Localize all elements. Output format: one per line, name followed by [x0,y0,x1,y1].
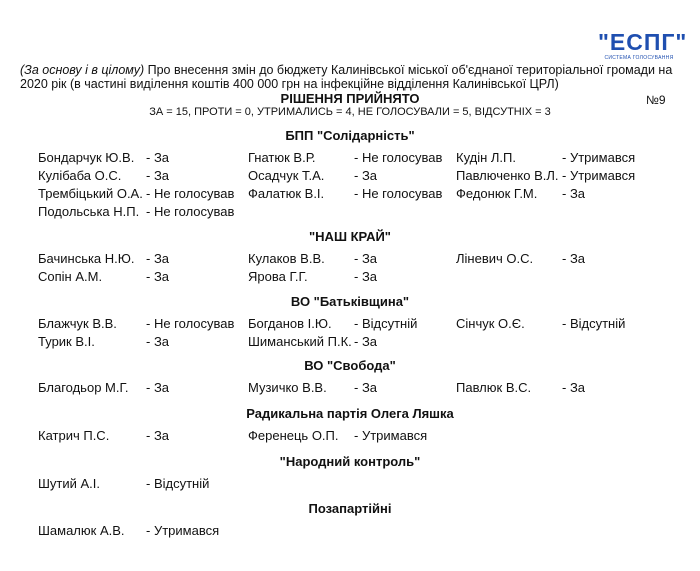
faction-title: ВО "Свобода" [304,358,396,373]
deputy-name: Бондарчук Ю.В. [38,150,135,165]
deputy-row [0,316,700,332]
deputy-name: Шамалюк А.В. [38,523,125,538]
deputy-vote: - За [354,380,378,395]
deputy-name: Подольська Н.П. [38,204,140,219]
deputy-name: Ярова Г.Г. [248,269,308,284]
deputy-vote: - Не голосував [146,204,235,219]
deputy-vote: - За [146,269,170,284]
deputy-vote: - За [146,150,170,165]
deputy-vote: - За [146,380,170,395]
deputy-row [0,150,700,166]
deputy-name: Гнатюк В.Р. [248,150,316,165]
deputy-name: Музичко В.В. [248,380,327,395]
logo-title: "ЕСПГ" [598,29,688,55]
deputy-row [0,380,700,396]
deputy-vote: - За [354,269,378,284]
deputy-vote: - Відсутній [562,316,626,331]
session-subject [20,63,682,91]
vote-number: №9 [646,93,666,107]
deputy-vote: - Відсутній [146,476,210,491]
deputy-vote: - Не голосував [146,316,235,331]
deputy-row [0,186,700,202]
deputy-vote: - Не голосував [354,186,443,201]
deputy-row [0,476,700,492]
deputy-vote: - За [562,186,586,201]
faction-title: "Народний контроль" [279,454,421,469]
deputy-name: Турик В.І. [38,334,95,349]
deputy-row [0,523,700,539]
deputy-name: Шиманський П.К. [248,334,352,349]
deputy-name: Катрич П.С. [38,428,110,443]
deputy-row [0,204,700,220]
deputy-vote: - Не голосував [146,186,235,201]
deputy-vote: - Не голосував [354,150,443,165]
deputy-vote: - За [562,251,586,266]
decision-title: РІШЕННЯ ПРИЙНЯТО [280,91,420,106]
deputy-name: Трембіцький О.А. [38,186,143,201]
deputy-vote: - За [146,428,170,443]
deputy-vote: - За [562,380,586,395]
deputy-name: Кулаков В.В. [248,251,325,266]
deputy-vote: - За [354,168,378,183]
deputy-name: Павлюк В.С. [456,380,532,395]
subject-text: Про внесення змін до бюджету Калинівської міської об'єднаної територіальної громади на 2020 рік (в частині виділення коштів 400 000 грн на інфекційне відділення Калинівської ЦРЛ) [20,63,673,91]
deputy-vote: - Утримався [562,150,636,165]
deputy-name: Осадчук Т.А. [248,168,325,183]
faction-title: "НАШ КРАЙ" [309,229,391,244]
deputy-vote: - За [146,168,170,183]
deputy-vote: - Утримався [146,523,220,538]
deputy-name: Благодьор М.Г. [38,380,129,395]
deputy-vote: - Утримався [354,428,428,443]
deputy-vote: - За [146,251,170,266]
deputy-vote: - За [146,334,170,349]
deputy-name: Федонюк Г.М. [456,186,538,201]
deputy-name: Сінчук О.Є. [456,316,525,331]
deputy-name: Павлюченко В.Л. [456,168,559,183]
deputy-name: Фалатюк В.І. [248,186,325,201]
faction-title: ВО "Батьківщина" [290,294,410,309]
deputy-name: Ференець О.П. [248,428,339,443]
deputy-row [0,269,700,285]
faction-title: Позапартійні [308,501,392,516]
deputy-name: Кулібаба О.С. [38,168,122,183]
subject-prefix: (За основу і в цілому) [20,63,145,77]
deputy-vote: - За [354,251,378,266]
deputy-vote: - Відсутній [354,316,418,331]
faction-title: Радикальна партія Олега Ляшка [246,406,454,421]
deputy-vote: - Утримався [562,168,636,183]
deputy-row [0,168,700,184]
deputy-row [0,334,700,350]
deputy-row [0,251,700,267]
deputy-name: Богданов І.Ю. [248,316,332,331]
deputy-name: Бачинська Н.Ю. [38,251,135,266]
deputy-name: Кудін Л.П. [456,150,517,165]
logo-subtitle: СИСТЕМА ГОЛОСУВАННЯ [604,55,674,61]
deputy-name: Блажчук В.В. [38,316,117,331]
deputy-name: Шутий А.І. [38,476,101,491]
deputy-name: Сопін А.М. [38,269,103,284]
vote-summary: ЗА = 15, ПРОТИ = 0, УТРИМАЛИСЬ = 4, НЕ ГОЛОСУВАЛИ = 5, ВІДСУТНІХ = 3 [149,106,551,118]
faction-title: БПП "Солідарність" [285,128,415,143]
espg-logo [598,29,688,61]
deputy-row [0,428,700,444]
deputy-name: Ліневич О.С. [456,251,534,266]
deputy-vote: - За [354,334,378,349]
